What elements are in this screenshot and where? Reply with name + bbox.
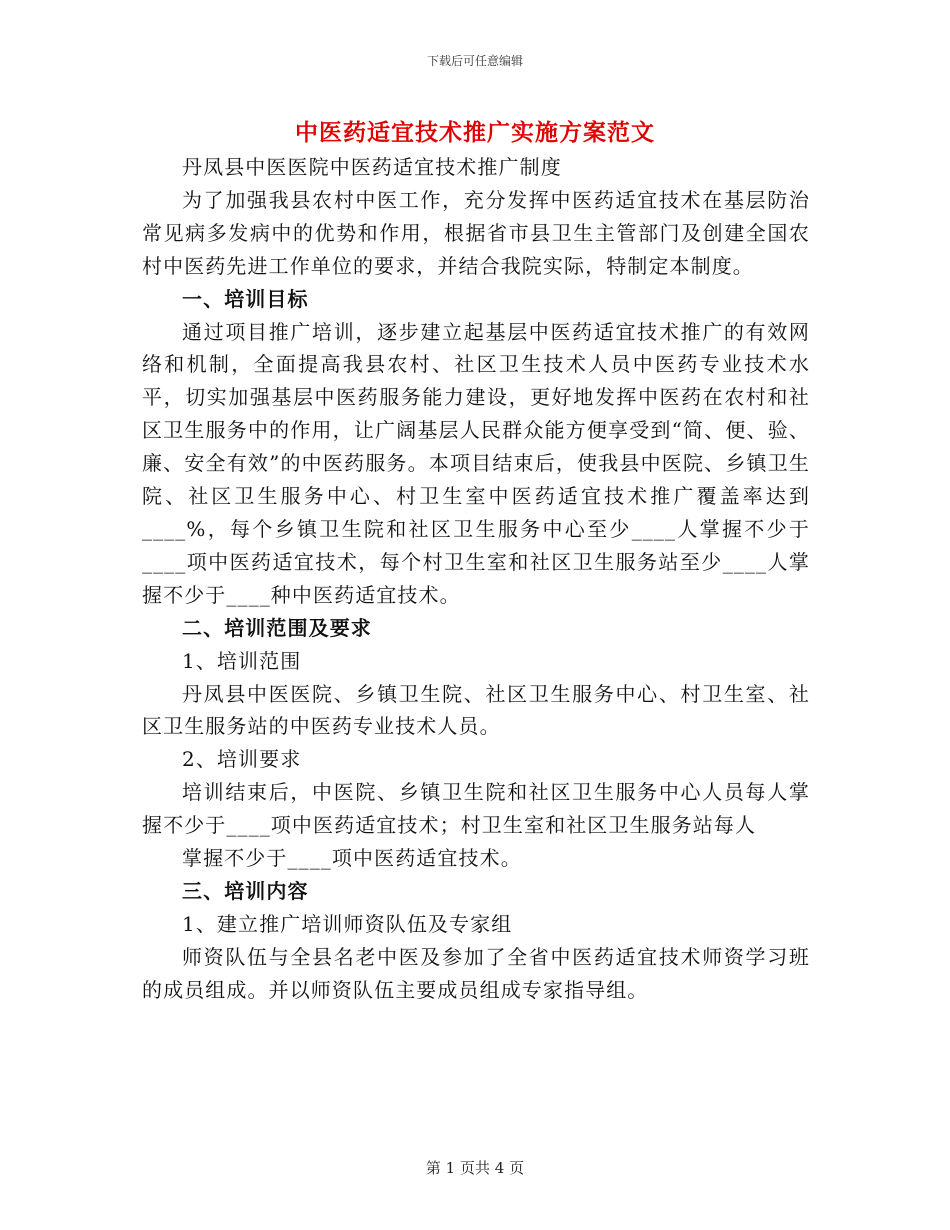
section-heading-2: 二、培训范围及要求 [182, 615, 372, 640]
page-header: 下载后可任意编辑 [426, 54, 523, 68]
subtitle-paragraph: 丹凤县中医医院中医药适宜技术推广制度 [182, 155, 562, 179]
training-scope-paragraph: 丹凤县中医医院、乡镇卫生院、社区卫生服务中心、村卫生室、社区卫生服务站的中医药专业技术人员。 [142, 681, 810, 739]
intro-paragraph: 为了加强我县农村中医工作，充分发挥中医药适宜技术在基层防治常见病多发病中的优势和作用，根据省市县卫生主管部门及创建全国农村中医药先进工作单位的要求，并结合我院实际，特制定本制度。 [142, 187, 810, 278]
section-heading-3: 三、培训内容 [182, 878, 309, 903]
training-requirements-continuation: 掌握不少于____项中医药适宜技术。 [182, 846, 522, 871]
document-title: 中医药适宜技术推广实施方案范文 [295, 119, 655, 146]
training-goal-paragraph: 通过项目推广培训，逐步建立起基层中医药适宜技术推广的有效网络和机制，全面提高我县农村、社区卫生技术人员中医药专业技术水平，切实加强基层中医药服务能力建设，更好地发挥中医药在农村和社区卫生服务中的作用，让广阔基层人民群众能方便享受到“简、便、验、廉、安全有效”的中医药服务。本项目结束后，使我县中医院、乡镇卫生院、社区卫生服务中心、村卫生室中医药适宜技术推广覆盖率达到____%，每个乡镇卫生院和社区卫生服务中心至少____人掌握不少于____项中医药适宜技术，每个村卫生室和社区卫生服务站至少____人掌握不少于____种中医药适宜技术。 [142, 319, 810, 607]
teacher-team-paragraph: 师资队伍与全县名老中医及参加了全省中医药适宜技术师资学习班的成员组成。并以师资队伍主要成员组成专家指导组。 [142, 944, 810, 1002]
document-body [142, 151, 810, 1007]
page-footer: 第 1 页共 4 页 [425, 1159, 525, 1177]
subheading-training-scope: 1、培训范围 [182, 648, 302, 673]
training-requirements-paragraph: 培训结束后，中医院、乡镇卫生院和社区卫生服务中心人员每人掌握不少于____项中医药适宜技术；村卫生室和社区卫生服务站每人 [142, 780, 810, 838]
subheading-training-requirements: 2、培训要求 [182, 747, 302, 772]
subheading-teacher-team: 1、建立推广培训师资队伍及专家组 [182, 911, 513, 936]
section-heading-1: 一、培训目标 [182, 286, 309, 311]
